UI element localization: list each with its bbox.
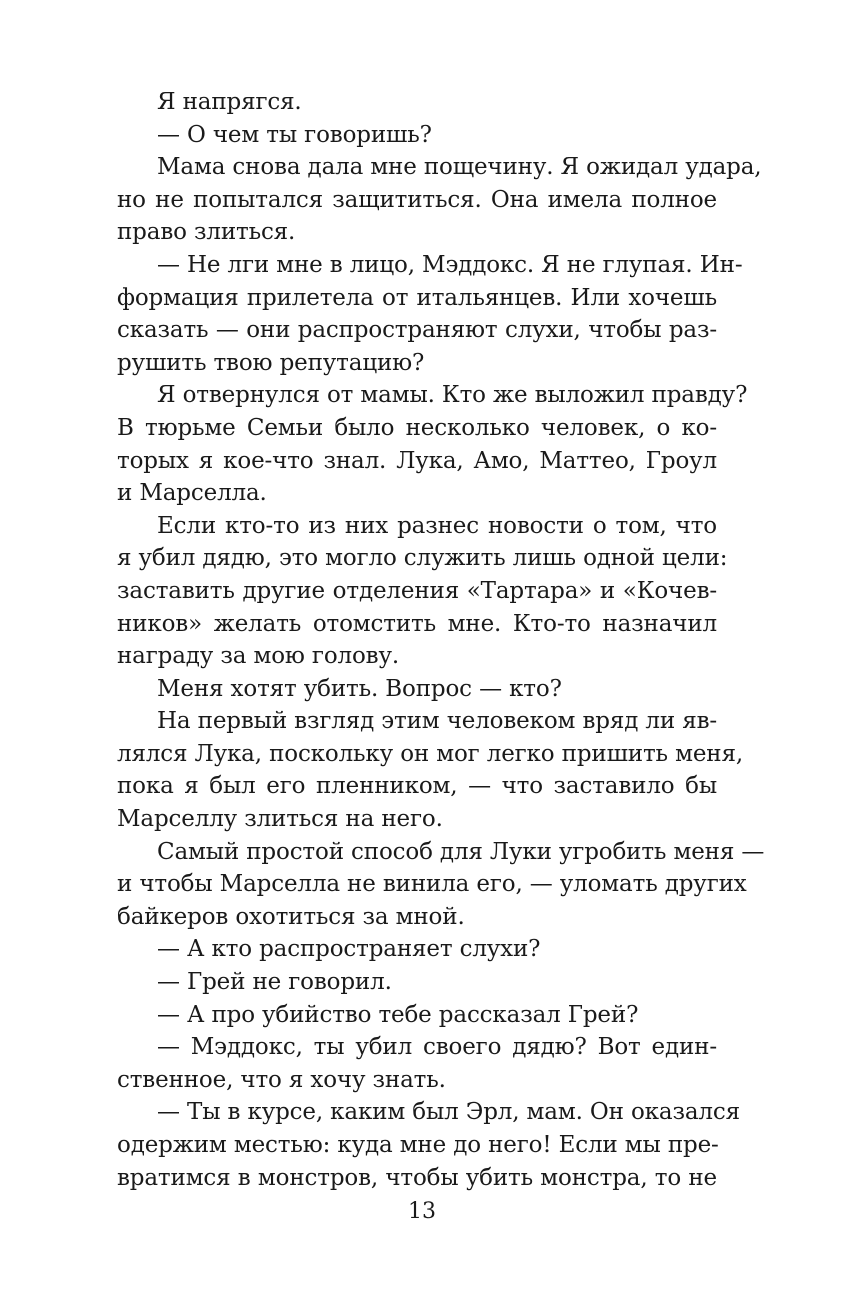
text-line: ственное, что я хочу знать.: [117, 1066, 446, 1093]
text-line: Если кто-то из них разнес новости о том, что: [157, 512, 717, 539]
text-line: — Грей не говорил.: [157, 969, 392, 996]
text-line: — А про убийство тебе рассказал Грей?: [157, 1001, 639, 1028]
text-line: Марселлу злиться на него.: [117, 806, 443, 833]
page-number: 13: [408, 1199, 436, 1224]
text-line: — Ты в курсе, каким был Эрл, мам. Он оказался: [157, 1099, 740, 1126]
text-line: награду за мою голову.: [117, 643, 400, 670]
page-body: [117, 86, 765, 1194]
text-line: и Марселла.: [117, 480, 267, 507]
text-line: Меня хотят убить. Вопрос — кто?: [157, 675, 562, 702]
text-line: На первый взгляд этим человеком вряд ли яв-: [157, 708, 717, 735]
text-line: — Не лги мне в лицо, Мэддокс. Я не глупая. Ин-: [157, 251, 743, 278]
text-line: но не попытался защититься. Она имела полное: [117, 186, 717, 213]
text-line: — А кто распространяет слухи?: [157, 936, 541, 963]
text-line: байкеров охотиться за мной.: [117, 903, 465, 930]
text-line: сказать — они распространяют слухи, чтобы раз-: [117, 317, 717, 344]
text-line: В тюрьме Семьи было несколько человек, о ко-: [117, 414, 717, 441]
text-line: лялся Лука, поскольку он мог легко пришить меня,: [117, 740, 743, 767]
text-line: право злиться.: [117, 219, 296, 246]
text-line: пока я был его пленником, — что заставило бы: [117, 773, 717, 800]
text-line: заставить другие отделения «Тартара» и «Кочев-: [117, 577, 717, 604]
text-line: одержим местью: куда мне до него! Если мы пре-: [117, 1132, 719, 1158]
text-line: торых я кое-что знал. Лука, Амо, Маттео, Гроул: [117, 447, 717, 474]
text-line: формация прилетела от итальянцев. Или хочешь: [117, 284, 717, 311]
text-line: Я отвернулся от мамы. Кто же выложил правду?: [157, 382, 748, 409]
text-line: вратимся в монстров, чтобы убить монстра, то не: [117, 1164, 717, 1191]
text-line: ников» желать отомстить мне. Кто-то назначил: [117, 610, 717, 637]
text-line: Самый простой способ для Луки угробить меня —: [157, 838, 765, 865]
text-line: Я напрягся.: [157, 89, 302, 115]
text-line: рушить твою репутацию?: [117, 349, 425, 376]
text-line: я убил дядю, это могло служить лишь одной цели:: [117, 545, 728, 572]
text-line: Мама снова дала мне пощечину. Я ожидал удара,: [157, 154, 762, 181]
text-line: — Мэддокс, ты убил своего дядю? Вот един-: [157, 1034, 717, 1061]
text-line: и чтобы Марселла не винила его, — уломать других: [117, 871, 747, 898]
text-line: — О чем ты говоришь?: [157, 121, 432, 148]
